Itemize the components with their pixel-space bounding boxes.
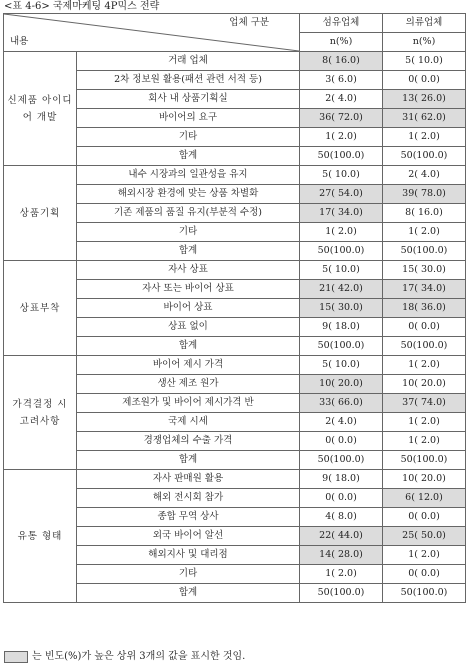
- apparel-value-cell: 6( 12.0): [383, 489, 466, 508]
- textile-value-cell: 4( 8.0): [300, 508, 383, 527]
- apparel-value-cell: 17( 34.0): [383, 280, 466, 299]
- textile-value-cell: 1( 2.0): [300, 565, 383, 584]
- item-cell: 경쟁업체의 수출 가격: [77, 432, 300, 451]
- apparel-value-cell: 50(100.0): [383, 584, 466, 603]
- textile-value-cell: 5( 10.0): [300, 166, 383, 185]
- column-header-apparel: 의류업체: [383, 14, 466, 33]
- textile-value-cell: 1( 2.0): [300, 223, 383, 242]
- legend: [4, 651, 245, 663]
- legend-swatch: [4, 651, 28, 663]
- item-cell: 합계: [77, 147, 300, 166]
- apparel-value-cell: 1( 2.0): [383, 223, 466, 242]
- textile-value-cell: 50(100.0): [300, 242, 383, 261]
- apparel-value-cell: 50(100.0): [383, 451, 466, 470]
- apparel-value-cell: 1( 2.0): [383, 432, 466, 451]
- apparel-value-cell: 0( 0.0): [383, 71, 466, 90]
- textile-value-cell: 3( 6.0): [300, 71, 383, 90]
- apparel-value-cell: 5( 10.0): [383, 52, 466, 71]
- unit-label-textile: n(%): [300, 33, 383, 52]
- item-cell: 바이어의 요구: [77, 109, 300, 128]
- legend-text: 는 빈도(%)가 높은 상위 3개의 값을 표시한 것임.: [32, 651, 246, 662]
- item-cell: 제조원가 및 바이어 제시가격 반: [77, 394, 300, 413]
- item-cell: 거래 업체: [77, 52, 300, 71]
- apparel-value-cell: 39( 78.0): [383, 185, 466, 204]
- item-cell: 기존 제품의 품질 유지(부분적 수정): [77, 204, 300, 223]
- textile-value-cell: 5( 10.0): [300, 261, 383, 280]
- apparel-value-cell: 50(100.0): [383, 337, 466, 356]
- apparel-value-cell: 0( 0.0): [383, 318, 466, 337]
- item-cell: 자사 또는 바이어 상표: [77, 280, 300, 299]
- textile-value-cell: 2( 4.0): [300, 413, 383, 432]
- diagonal-top-label: 업체 구분: [229, 17, 269, 28]
- category-cell: 상표부착: [4, 261, 77, 356]
- item-cell: 회사 내 상품기획실: [77, 90, 300, 109]
- textile-value-cell: 9( 18.0): [300, 318, 383, 337]
- item-cell: 기타: [77, 565, 300, 584]
- category-cell: 유통 형태: [4, 470, 77, 603]
- item-cell: 생산 제조 원가: [77, 375, 300, 394]
- apparel-value-cell: 1( 2.0): [383, 413, 466, 432]
- diagonal-header-cell: [4, 14, 300, 52]
- item-cell: 해외지사 및 대리점: [77, 546, 300, 565]
- apparel-value-cell: 1( 2.0): [383, 128, 466, 147]
- table-body: [4, 14, 466, 603]
- textile-value-cell: 5( 10.0): [300, 356, 383, 375]
- textile-value-cell: 17( 34.0): [300, 204, 383, 223]
- textile-value-cell: 8( 16.0): [300, 52, 383, 71]
- table-row: [4, 52, 466, 71]
- textile-value-cell: 0( 0.0): [300, 489, 383, 508]
- item-cell: 자사 판매원 활용: [77, 470, 300, 489]
- item-cell: 기타: [77, 128, 300, 147]
- textile-value-cell: 27( 54.0): [300, 185, 383, 204]
- category-cell: 신제품 아이디어 개발: [4, 52, 77, 166]
- apparel-value-cell: 1( 2.0): [383, 546, 466, 565]
- textile-value-cell: 50(100.0): [300, 337, 383, 356]
- item-cell: 합계: [77, 337, 300, 356]
- textile-value-cell: 10( 20.0): [300, 375, 383, 394]
- apparel-value-cell: 50(100.0): [383, 147, 466, 166]
- apparel-value-cell: 50(100.0): [383, 242, 466, 261]
- table-row: [4, 166, 466, 185]
- textile-value-cell: 33( 66.0): [300, 394, 383, 413]
- apparel-value-cell: 2( 4.0): [383, 166, 466, 185]
- apparel-value-cell: 1( 2.0): [383, 356, 466, 375]
- item-cell: 기타: [77, 223, 300, 242]
- item-cell: 상표 없이: [77, 318, 300, 337]
- diagonal-bottom-label: 내용: [10, 36, 29, 47]
- strategy-table: [3, 13, 466, 603]
- textile-value-cell: 22( 44.0): [300, 527, 383, 546]
- apparel-value-cell: 37( 74.0): [383, 394, 466, 413]
- textile-value-cell: 9( 18.0): [300, 470, 383, 489]
- item-cell: 종합 무역 상사: [77, 508, 300, 527]
- item-cell: 합계: [77, 584, 300, 603]
- apparel-value-cell: 31( 62.0): [383, 109, 466, 128]
- table-row: [4, 356, 466, 375]
- textile-value-cell: 50(100.0): [300, 451, 383, 470]
- textile-value-cell: 14( 28.0): [300, 546, 383, 565]
- item-cell: 2차 정보원 활용(패션 관련 서적 등): [77, 71, 300, 90]
- apparel-value-cell: 8( 16.0): [383, 204, 466, 223]
- item-cell: 해외 전시회 참가: [77, 489, 300, 508]
- item-cell: 국제 시세: [77, 413, 300, 432]
- textile-value-cell: 1( 2.0): [300, 128, 383, 147]
- column-header-textile: 섬유업체: [300, 14, 383, 33]
- apparel-value-cell: 0( 0.0): [383, 508, 466, 527]
- apparel-value-cell: 18( 36.0): [383, 299, 466, 318]
- textile-value-cell: 50(100.0): [300, 584, 383, 603]
- item-cell: 자사 상표: [77, 261, 300, 280]
- category-cell: 상품기획: [4, 166, 77, 261]
- item-cell: 합계: [77, 451, 300, 470]
- apparel-value-cell: 13( 26.0): [383, 90, 466, 109]
- apparel-value-cell: 25( 50.0): [383, 527, 466, 546]
- item-cell: 외국 바이어 알선: [77, 527, 300, 546]
- item-cell: 합계: [77, 242, 300, 261]
- table-row: [4, 261, 466, 280]
- apparel-value-cell: 15( 30.0): [383, 261, 466, 280]
- table-row: [4, 470, 466, 489]
- textile-value-cell: 15( 30.0): [300, 299, 383, 318]
- item-cell: 바이어 제시 가격: [77, 356, 300, 375]
- apparel-value-cell: 0( 0.0): [383, 565, 466, 584]
- textile-value-cell: 50(100.0): [300, 147, 383, 166]
- item-cell: 해외시장 환경에 맞는 상품 차별화: [77, 185, 300, 204]
- apparel-value-cell: 10( 20.0): [383, 470, 466, 489]
- textile-value-cell: 2( 4.0): [300, 90, 383, 109]
- header-row: [4, 14, 466, 33]
- category-cell: 가격결정 시 고려사항: [4, 356, 77, 470]
- apparel-value-cell: 10( 20.0): [383, 375, 466, 394]
- textile-value-cell: 21( 42.0): [300, 280, 383, 299]
- textile-value-cell: 0( 0.0): [300, 432, 383, 451]
- textile-value-cell: 36( 72.0): [300, 109, 383, 128]
- item-cell: 바이어 상표: [77, 299, 300, 318]
- item-cell: 내수 시장과의 일관성을 유지: [77, 166, 300, 185]
- table-caption: <표 4-6> 국제마케팅 4P믹스 전략: [4, 1, 160, 12]
- unit-label-apparel: n(%): [383, 33, 466, 52]
